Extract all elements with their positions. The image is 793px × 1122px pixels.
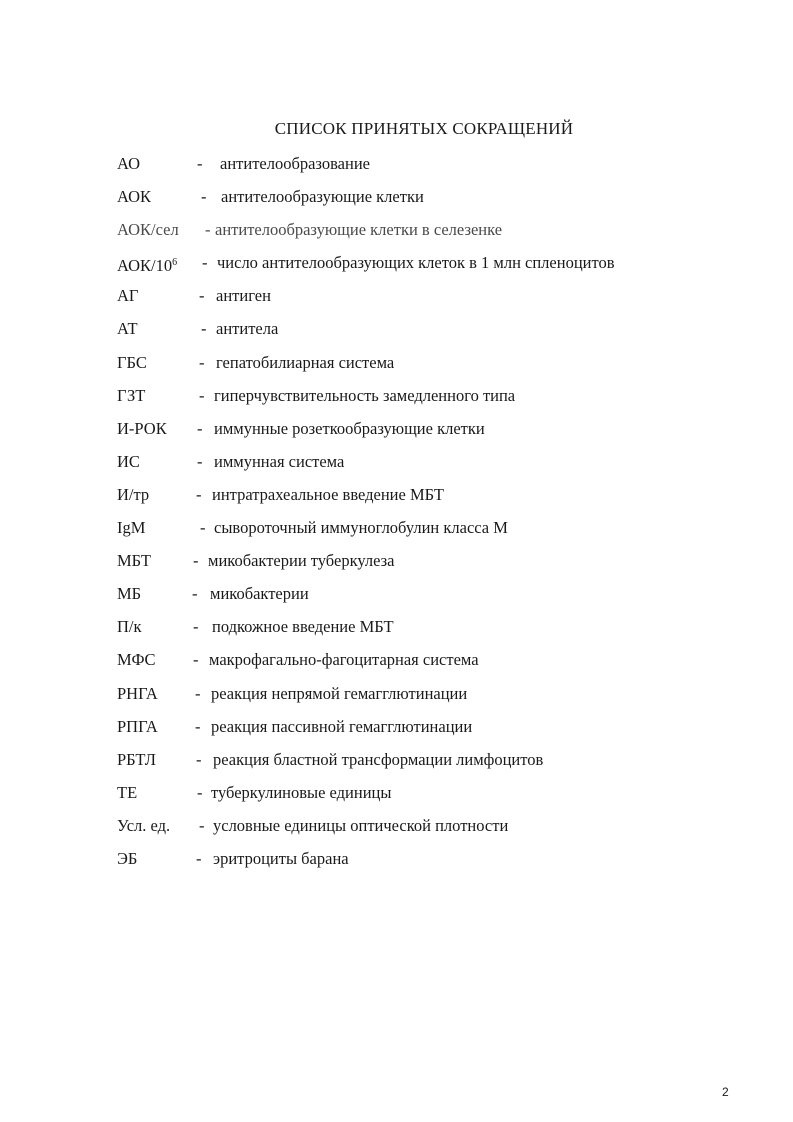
- list-item: [117, 816, 737, 849]
- dash-separator: -: [196, 749, 202, 769]
- abbreviation-term: АОК/сел: [117, 220, 179, 240]
- dash-separator: -: [200, 518, 206, 538]
- dash-separator: -: [197, 418, 203, 438]
- abbreviation-definition: реакция бластной трансформации лимфоцитов: [213, 749, 544, 769]
- dash-separator: -: [201, 319, 207, 339]
- abbreviation-term: [117, 253, 177, 276]
- abbreviation-definition: туберкулиновые единицы: [211, 782, 392, 802]
- list-item: [117, 419, 737, 452]
- list-item: [117, 187, 737, 220]
- abbreviation-definition: интратрахеальное введение МБТ: [212, 484, 444, 504]
- dash-separator: -: [193, 650, 199, 670]
- dash-separator: -: [202, 253, 208, 273]
- list-item: [117, 750, 737, 783]
- list-item: [117, 617, 737, 650]
- abbreviation-term: ЭБ: [117, 848, 138, 868]
- dash-separator: -: [196, 848, 202, 868]
- list-item: [117, 286, 737, 319]
- abbreviation-term: АО: [117, 154, 141, 173]
- dash-separator: -: [201, 187, 207, 207]
- list-item: [117, 717, 737, 750]
- list-item: [117, 650, 737, 683]
- dash-separator: -: [196, 484, 202, 504]
- page-title: СПИСОК ПРИНЯТЫХ СОКРАЩЕНИЙ: [274, 119, 574, 138]
- abbreviation-term: МБ: [117, 584, 142, 604]
- abbreviation-definition: число антителообразующих клеток в 1 млн спленоцитов: [217, 253, 615, 273]
- abbreviation-definition: антитела: [216, 319, 279, 339]
- abbreviation-definition: гепатобилиарная система: [216, 352, 395, 372]
- abbreviation-term: И/тр: [117, 484, 150, 504]
- list-item: [117, 849, 737, 882]
- dash-separator: -: [199, 815, 205, 835]
- dash-separator: -: [197, 154, 203, 173]
- abbreviation-definition: подкожное введение МБТ: [212, 617, 394, 637]
- dash-separator: -: [192, 584, 198, 604]
- dash-separator: -: [199, 286, 205, 306]
- dash-separator: -: [205, 220, 211, 240]
- abbreviation-term: МБТ: [117, 551, 152, 571]
- abbreviation-definition: микобактерии: [210, 584, 309, 604]
- abbreviation-definition: эритроциты барана: [213, 848, 349, 868]
- list-item: [117, 485, 737, 518]
- list-item: [117, 220, 737, 253]
- abbreviation-term: РПГА: [117, 716, 158, 736]
- abbreviation-definition: иммунные розеткообразующие клетки: [214, 418, 485, 438]
- abbreviation-term: РНГА: [117, 683, 158, 703]
- dash-separator: -: [193, 617, 199, 637]
- abbreviation-term: П/к: [117, 617, 142, 637]
- list-item: [117, 684, 737, 717]
- dash-separator: -: [197, 451, 203, 471]
- abbreviation-term: ИС: [117, 451, 140, 471]
- list-item: [117, 452, 737, 485]
- list-item: [117, 319, 737, 352]
- abbreviation-term: IgM: [117, 518, 146, 538]
- abbreviation-definition: антителообразование: [220, 154, 370, 173]
- abbreviation-term: АТ: [117, 319, 138, 339]
- abbreviation-term: ТЕ: [117, 782, 138, 802]
- list-item: [117, 551, 737, 584]
- list-item: [117, 386, 737, 419]
- abbreviation-definition: реакция пассивной гемагглютинации: [211, 716, 473, 736]
- abbreviation-term: ГЗТ: [117, 385, 146, 405]
- list-item: [117, 584, 737, 617]
- abbreviation-definition: антителообразующие клетки в селезенке: [215, 220, 503, 240]
- list-item: [117, 154, 737, 187]
- abbreviation-list: [117, 154, 737, 882]
- abbreviation-term: Усл. ед.: [117, 815, 171, 835]
- abbreviation-term: АОК: [117, 187, 152, 207]
- abbreviation-definition: сывороточный иммуноглобулин класса М: [214, 518, 508, 538]
- dash-separator: -: [197, 782, 203, 802]
- abbreviation-definition: антиген: [216, 286, 271, 306]
- dash-separator: -: [195, 716, 201, 736]
- list-item: [117, 783, 737, 816]
- abbreviation-term: РБТЛ: [117, 749, 156, 769]
- abbreviation-definition: микобактерии туберкулеза: [208, 551, 395, 571]
- dash-separator: -: [199, 352, 205, 372]
- list-item: [117, 353, 737, 386]
- abbreviation-term: МФС: [117, 650, 156, 670]
- dash-separator: -: [195, 683, 201, 703]
- abbreviation-definition: реакция непрямой гемагглютинации: [211, 683, 468, 703]
- page-number: 2: [722, 1085, 729, 1099]
- list-item: [117, 518, 737, 551]
- abbreviation-term: И-РОК: [117, 418, 167, 438]
- abbreviation-definition: макрофагально-фагоцитарная система: [209, 650, 479, 670]
- abbreviation-definition: гиперчувствительность замедленного типа: [214, 385, 516, 405]
- abbreviation-definition: антителообразующие клетки: [221, 187, 424, 207]
- dash-separator: -: [193, 551, 199, 571]
- abbreviation-term-base: АОК/10: [117, 256, 173, 276]
- abbreviation-term-superscript: 6: [172, 257, 178, 269]
- abbreviation-definition: условные единицы оптической плотности: [213, 815, 509, 835]
- abbreviation-term: ГБС: [117, 352, 147, 372]
- abbreviation-definition: иммунная система: [214, 451, 345, 471]
- list-item: [117, 253, 737, 286]
- abbreviation-term: АГ: [117, 286, 139, 306]
- dash-separator: -: [199, 385, 205, 405]
